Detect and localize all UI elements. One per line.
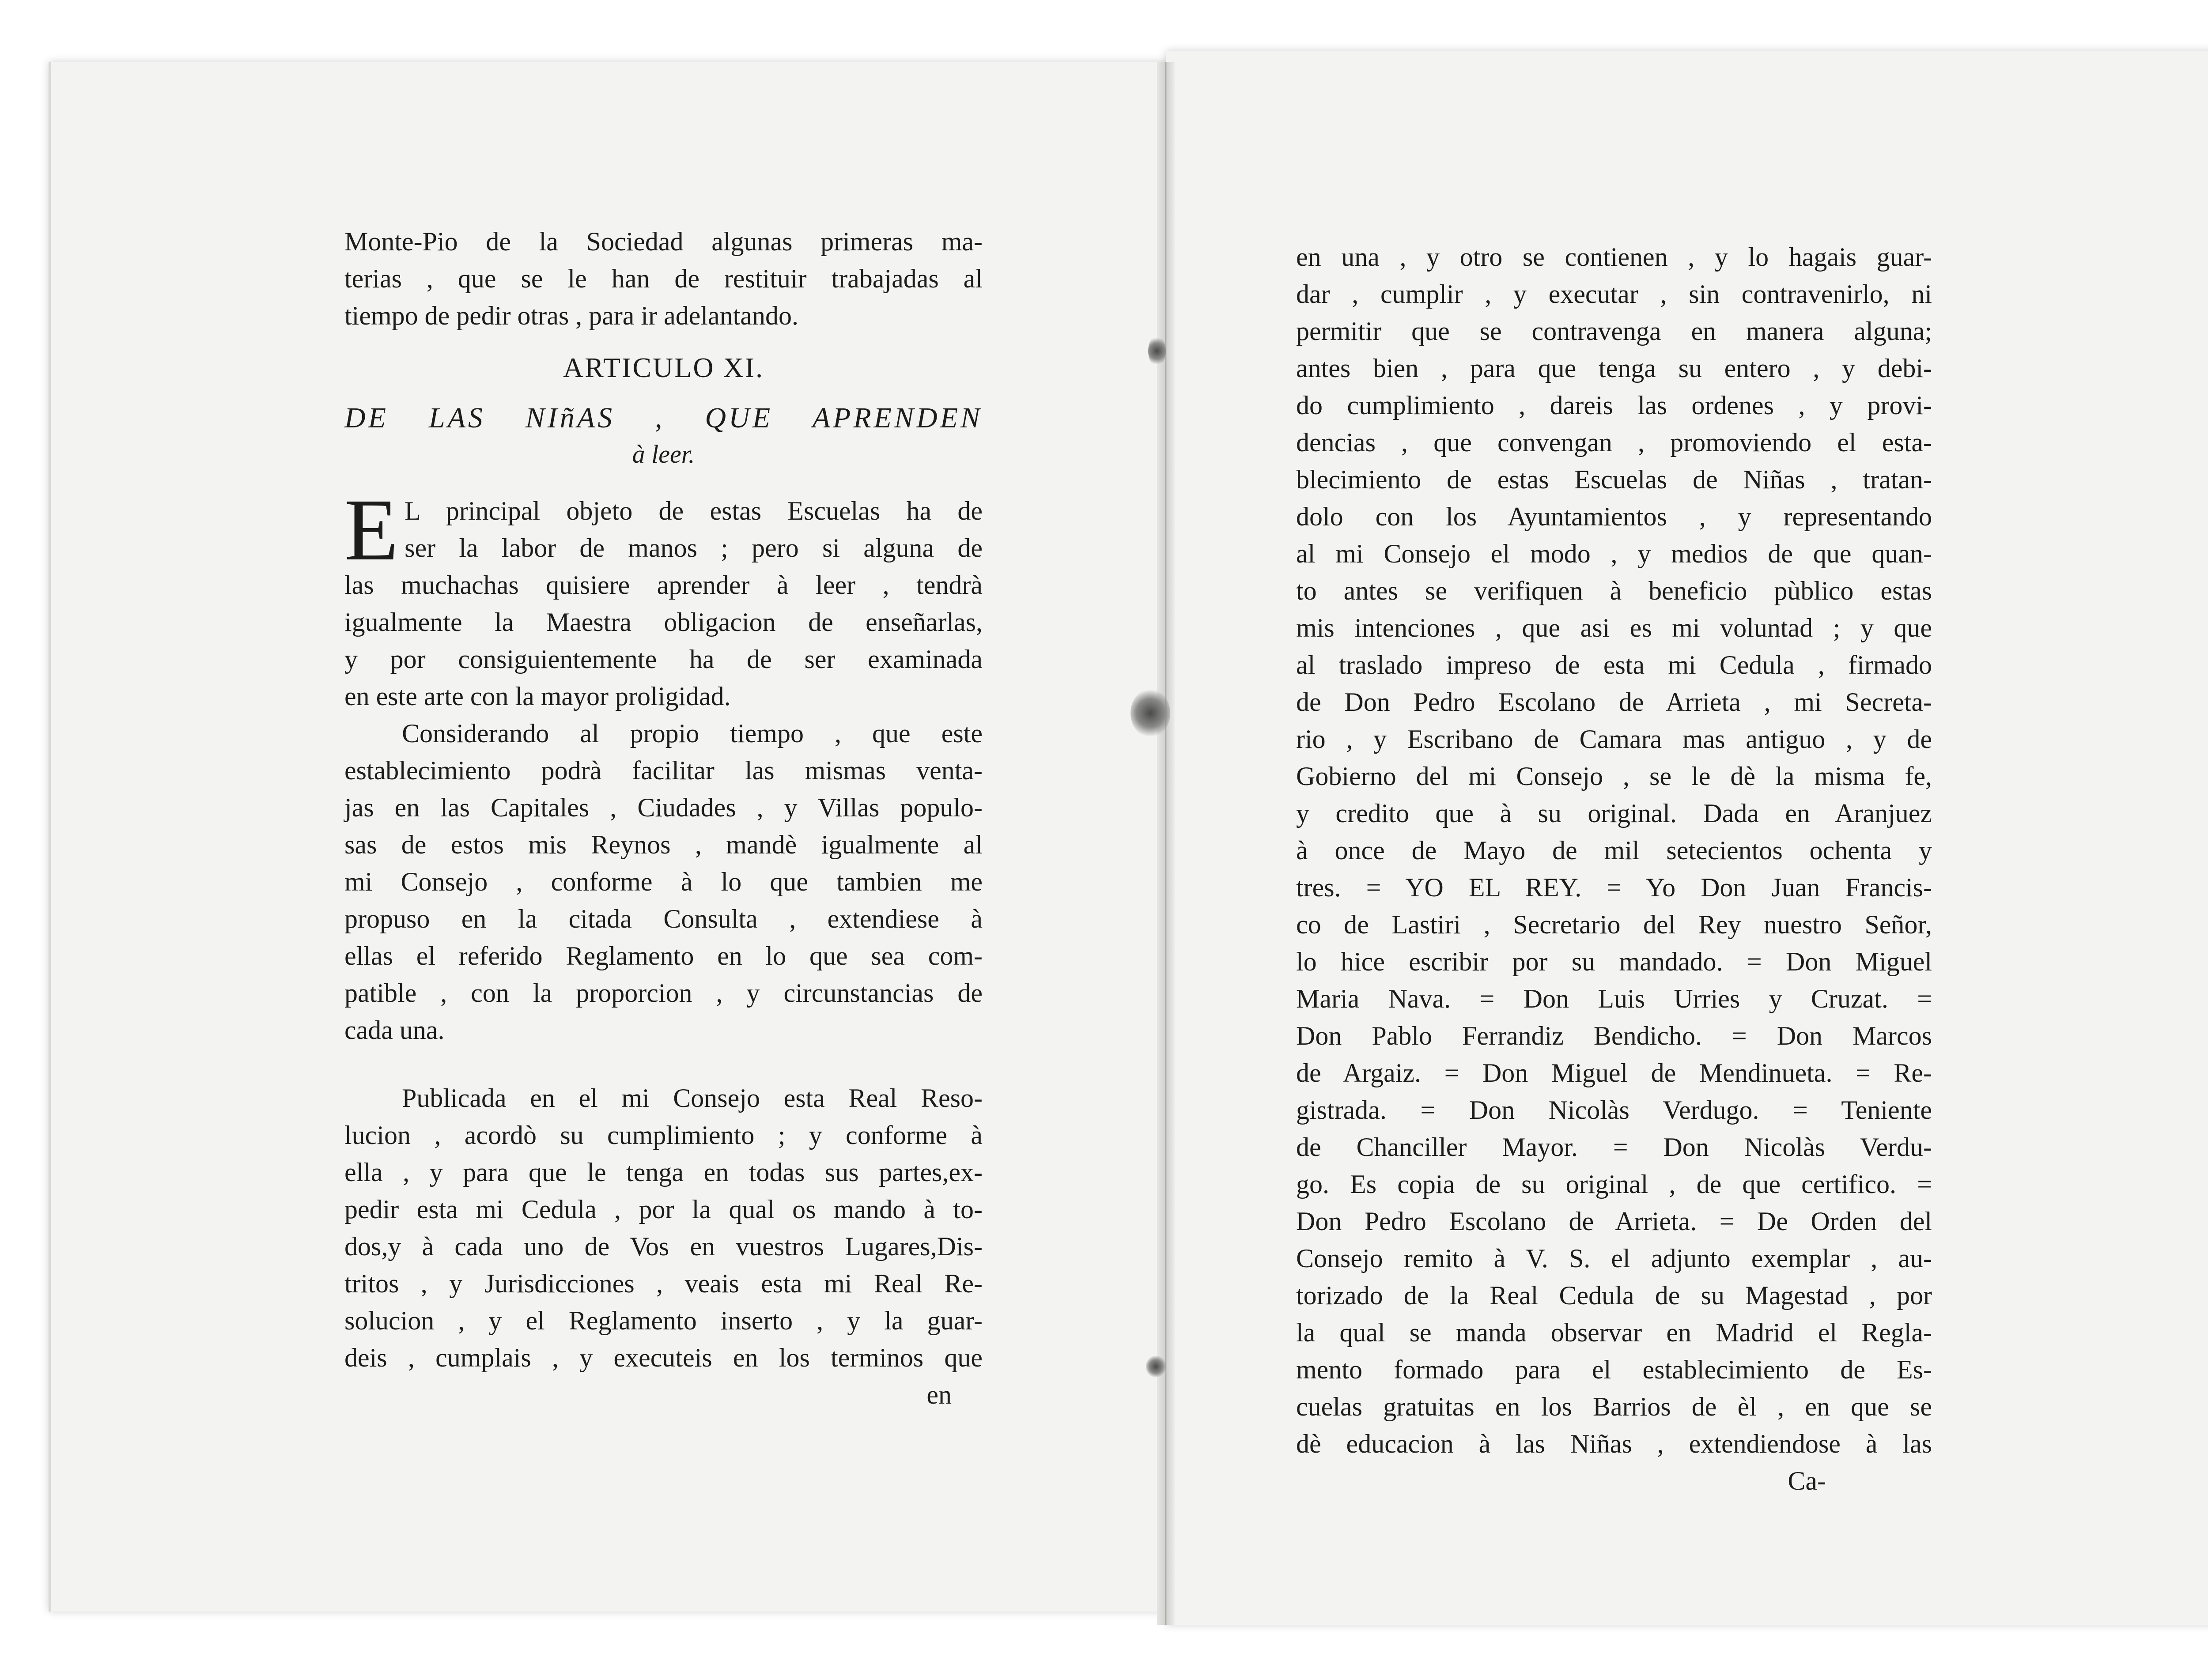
text-line: do cumplimiento , dareis las ordenes , y provi- [1296, 391, 1932, 420]
text-line: Maria Nava. = Don Luis Urries y Cruzat. = [1296, 984, 1932, 1013]
text-line: establecimiento podrà facilitar las mismas venta- [344, 756, 983, 785]
text-line: solucion , y el Reglamento inserto , y la guar- [344, 1306, 983, 1335]
text-line: go. Es copia de su original , de que certifico. = [1296, 1170, 1932, 1199]
text-line: to antes se verifiquen à beneficio pùblico estas [1296, 576, 1932, 605]
text-line: lucion , acordò su cumplimiento ; y conforme à [344, 1121, 983, 1150]
text-line: propuso en la citada Consulta , extendiese à [344, 904, 983, 933]
text-line: Gobierno del mi Consejo , se le dè la misma fe, [1296, 762, 1932, 791]
text-line: dencias , que convengan , promoviendo el esta- [1296, 428, 1932, 457]
text-line: la qual se manda observar en Madrid el Regla- [1296, 1318, 1932, 1347]
text-line: y credito que à su original. Dada en Aranjuez [1296, 799, 1932, 828]
text-line: tres. = YO EL REY. = Yo Don Juan Francis- [1296, 873, 1932, 902]
text-line: antes bien , para que tenga su entero , y debi- [1296, 354, 1932, 383]
article-subheading: DE LAS NIñAS , QUE APRENDEN [344, 402, 983, 434]
catchword: Ca- [1788, 1466, 1826, 1495]
right-catchword-wrap [1296, 1462, 1826, 1499]
text-line: rio , y Escribano de Camara mas antiguo , y de [1296, 725, 1932, 754]
text-line: cada una. [344, 1016, 445, 1045]
text-line: permitir que se contravenga en manera alguna; [1296, 317, 1932, 346]
text-line: patible , con la proporcion , y circunstancias de [344, 978, 983, 1008]
text-line: sas de estos mis Reynos , mandè igualmente al [344, 830, 983, 859]
text-line: terias , que se le han de restituir trabajadas al [344, 264, 983, 293]
text-line: torizado de la Real Cedula de su Magestad , por [1296, 1281, 1932, 1310]
text-line: jas en las Capitales , Ciudades , y Villas populo- [344, 793, 983, 822]
ink-stain [1130, 689, 1170, 737]
text-line: las muchachas quisiere aprender à leer , tendrà [344, 570, 983, 600]
text-line: Don Pedro Escolano de Arrieta. = De Orden del [1296, 1207, 1932, 1236]
intro-paragraph [344, 223, 983, 334]
text-line: de Don Pedro Escolano de Arrieta , mi Secreta- [1296, 687, 1932, 717]
text-line: blecimiento de estas Escuelas de Niñas , tratan- [1296, 465, 1932, 494]
text-line: en este arte con la mayor proligidad. [344, 682, 731, 711]
text-line: al mi Consejo el modo , y medios de que quan- [1296, 539, 1932, 568]
text-line: Publicada en el mi Consejo esta Real Reso- [402, 1084, 983, 1113]
paragraph-2 [344, 715, 983, 1049]
book-gutter [1157, 62, 1175, 1625]
ink-stain [1146, 1355, 1166, 1378]
text-line: dè educacion à las Niñas , extendiendose à las [1296, 1429, 1932, 1458]
text-line: Considerando al propio tiempo , que este [402, 719, 983, 748]
paragraph-3 [344, 1080, 983, 1376]
text-line: tritos , y Jurisdicciones , veais esta mi Real Re- [344, 1269, 983, 1298]
text-line: mis intenciones , que asi es mi voluntad ; y que [1296, 613, 1932, 642]
text-line: al traslado impreso de esta mi Cedula , firmado [1296, 650, 1932, 680]
text-line: de Chanciller Mayor. = Don Nicolàs Verdu- [1296, 1133, 1932, 1162]
drop-cap-letter: E [344, 481, 399, 579]
text-line: Monte-Pio de la Sociedad algunas primeras ma- [344, 227, 983, 256]
text-line: cuelas gratuitas en los Barrios de èl , en que se [1296, 1392, 1932, 1421]
text-line: lo hice escribir por su mandado. = Don Miguel [1296, 947, 1932, 976]
text-line: co de Lastiri , Secretario del Rey nuestro Señor, [1296, 910, 1932, 939]
text-line: Don Pablo Ferrandiz Bendicho. = Don Marcos [1296, 1021, 1932, 1050]
text-line: gistrada. = Don Nicolàs Verdugo. = Teniente [1296, 1095, 1932, 1125]
text-line: Consejo remito à V. S. el adjunto exemplar , au- [1296, 1244, 1932, 1273]
text-line: tiempo de pedir otras , para ir adelantando. [344, 301, 798, 330]
text-line: ser la labor de manos ; pero si alguna de [405, 533, 983, 563]
text-line: pedir esta mi Cedula , por la qual os mando à to- [344, 1195, 983, 1224]
paragraph-1 [344, 481, 983, 715]
article-heading: ARTICULO XI. [563, 352, 764, 383]
text-line: à once de Mayo de mil setecientos ochenta y [1296, 836, 1932, 865]
text-line: en una , y otro se contienen , y lo hagais guar- [1296, 242, 1932, 272]
text-line: mi Consejo , conforme à lo que tambien me [344, 867, 983, 896]
text-line: igualmente la Maestra obligacion de enseñarlas, [344, 608, 983, 637]
text-line: dolo con los Ayuntamientos , y representando [1296, 502, 1932, 531]
article-subheading-continued: à leer. [632, 440, 695, 468]
text-line: L principal objeto de estas Escuelas ha de [405, 496, 983, 525]
text-line: deis , cumplais , y executeis en los terminos que [344, 1343, 983, 1372]
text-line: ella , y para que le tenga en todas sus partes,ex- [344, 1158, 983, 1187]
right-page-text [1296, 238, 1932, 1462]
text-line: mento formado para el establecimiento de Es- [1296, 1355, 1932, 1384]
text-line: y por consiguientemente ha de ser examinada [344, 645, 983, 674]
ink-stain [1148, 336, 1166, 366]
text-line: dar , cumplir , y executar , sin contravenirlo, ni [1296, 279, 1932, 309]
text-line: de Argaiz. = Don Miguel de Mendinueta. = Re- [1296, 1058, 1932, 1087]
catchword: en [926, 1380, 952, 1409]
text-line: ellas el referido Reglamento en lo que sea com- [344, 941, 983, 970]
text-line: dos,y à cada uno de Vos en vuestros Lugares,Dis- [344, 1232, 983, 1261]
left-page-text [344, 223, 983, 1413]
